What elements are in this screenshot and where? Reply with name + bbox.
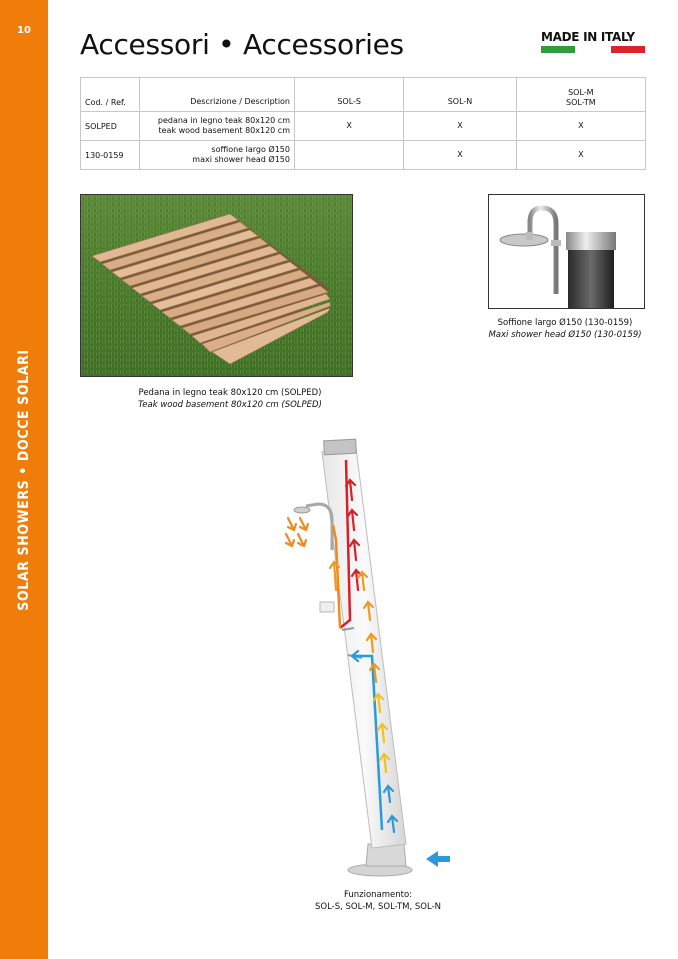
header-sol-m-line1: SOL-M [568,88,594,97]
header-sol-s: SOL-S [295,78,404,112]
row-description [140,141,295,170]
header-description: Descrizione / Description [140,78,295,112]
teak-caption-en: Teak wood basement 80x120 cm (SOLPED) [138,400,322,410]
row-code: 130-0159 [81,141,140,170]
row-sol-m: X [516,141,645,170]
italian-flag-icon [541,46,645,53]
page-number: 10 [17,25,31,36]
header-sol-m [516,78,645,112]
teak-basement-photo [80,194,353,377]
table-row [81,141,646,170]
header-sol-m-line2: SOL-TM [566,98,596,107]
shower-head-photo [488,194,645,309]
sidebar-title: SOLAR SHOWERS • DOCCE SOLARI [16,349,32,611]
shower-head-caption-it: Soffione largo Ø150 (130-0159) [497,318,633,328]
teak-caption-it: Pedana in legno teak 80x120 cm (SOLPED) [138,388,322,398]
shower-head-caption [465,317,665,341]
row-sol-s: X [295,112,404,141]
row-desc-en: maxi shower head Ø150 [192,155,290,164]
shower-base [348,844,412,876]
table-row [81,112,646,141]
row-description [140,112,295,141]
teak-caption [80,387,380,411]
row-desc-it: pedana in legno teak 80x120 cm [157,116,290,125]
row-sol-n: X [404,141,516,170]
accessories-table [80,77,646,170]
row-sol-n: X [404,112,516,141]
header-code: Cod. / Ref. [81,78,140,112]
water-inlet-arrow [426,851,450,867]
page-title: Accessori • Accessories [80,28,404,61]
made-in-italy-badge [541,30,645,53]
made-in-italy-text: MADE IN ITALY [541,30,635,44]
functioning-models: SOL-S, SOL-M, SOL-TM, SOL-N [314,902,441,912]
row-sol-s [295,141,404,170]
shower-tube [322,439,406,848]
row-desc-en: teak wood basement 80x120 cm [158,126,290,135]
shower-head-caption-en: Maxi shower head Ø150 (130-0159) [488,330,642,340]
row-desc-it: soffione largo Ø150 [211,145,290,154]
orange-sidebar [0,0,48,959]
table-header-row [81,78,646,112]
header-sol-n: SOL-N [404,78,516,112]
functioning-caption [278,889,478,913]
functioning-title: Funzionamento: [343,890,413,900]
functioning-diagram [270,430,460,880]
row-sol-m: X [516,112,645,141]
row-code: SOLPED [81,112,140,141]
